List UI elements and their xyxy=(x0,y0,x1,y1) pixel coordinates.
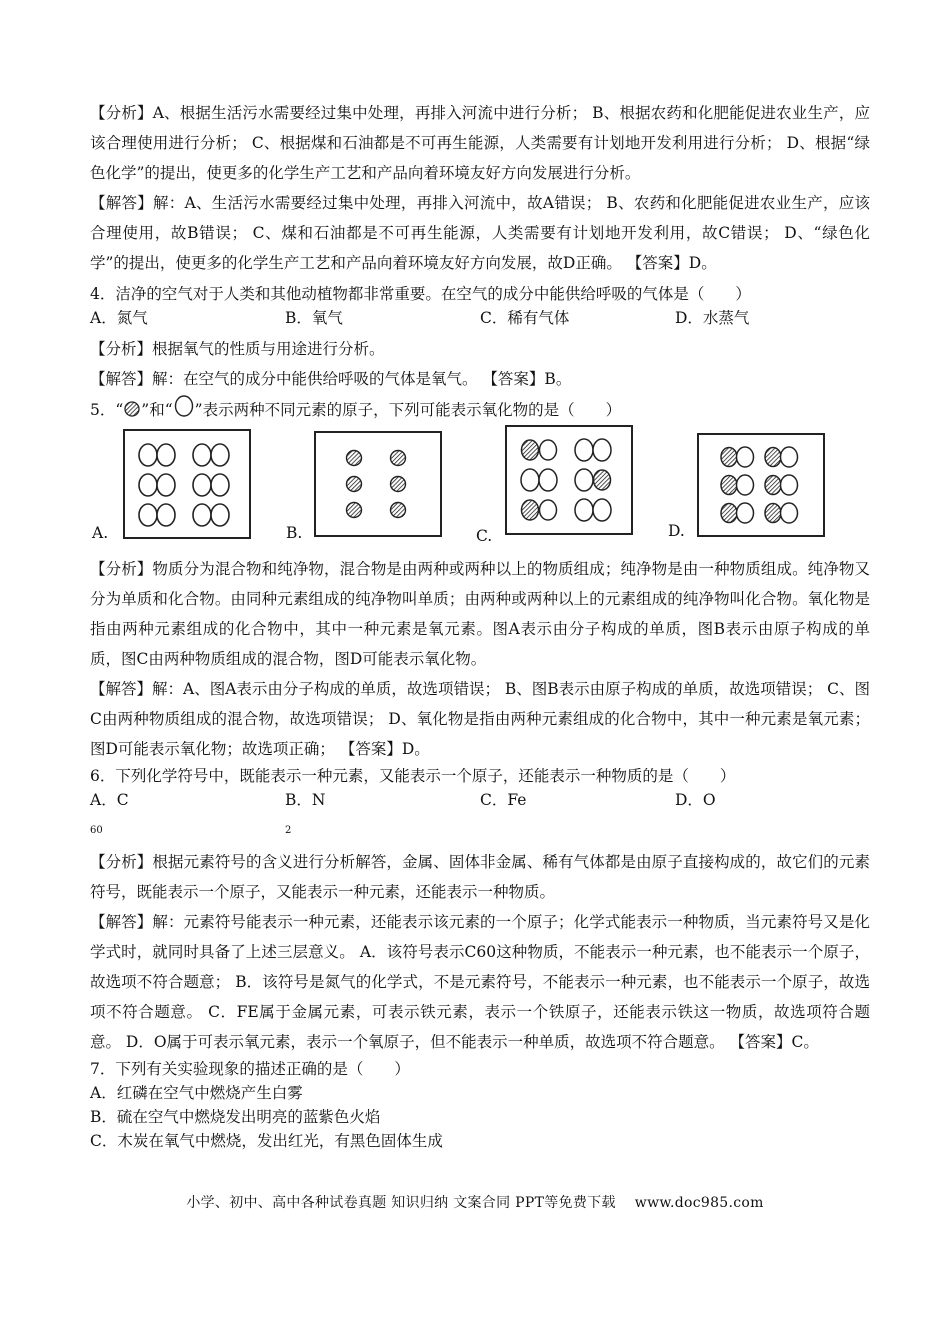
figure-c xyxy=(506,426,632,534)
q5-stem: 5．“ ”和“ ”表示两种不同元素的原子，下列可能表示氧化物的是（ ） xyxy=(90,394,870,422)
q6-option-b: B．$N_2$ xyxy=(285,791,326,837)
q5-label-c: C. xyxy=(476,527,493,545)
q4-option-a: A．氮气 xyxy=(90,309,148,327)
q7-option-a: A．红磷在空气中燃烧产生白雾 xyxy=(90,1084,303,1103)
figure-d xyxy=(698,434,824,536)
q4-option-c: C．稀有气体 xyxy=(480,309,570,327)
q5-analysis: 【分析】物质分为混合物和纯净物，混合物是由两种或两种以上的物质组成；纯净物是由一种物质组成。纯净物又分为单质和化合物。由同种元素组成的纯净物叫单质；由两种或两种以上的元素组成的纯净物叫化合物。氧化物是指由两种元素组成的化合物中，其中一种元素是氧元素。图A表示由分子构成的单质，图B表示由原子构成的单质，图C由两种物质组成的混合物，图D可能表示氧化物。 xyxy=(90,560,870,668)
q6-option-d: D．O xyxy=(675,791,716,809)
hatched-atom-icon xyxy=(123,400,141,418)
q5-label-b: B. xyxy=(286,524,303,542)
q7-option-c: C．木炭在氧气中燃烧，发出红光，有黑色固体生成 xyxy=(90,1132,443,1151)
q7-option-b: B．硫在空气中燃烧发出明亮的蓝紫色火焰 xyxy=(90,1108,381,1127)
hollow-atom-icon xyxy=(173,394,195,418)
page-footer: 小学、初中、高中各种试卷真题 知识归纳 文案合同 PPT等免费下载 www.doc985.com xyxy=(186,1195,764,1211)
q4-stem: 4．洁净的空气对于人类和其他动植物都非常重要。在空气的成分中能供给呼吸的气体是（ ） xyxy=(90,285,751,303)
q5-answer: 【解答】解：A、图A表示由分子构成的单质，故选项错误； B、图B表示由原子构成的单质，故选项错误； C、图C由两种物质组成的混合物，故选项错误； D、氧化物是指由两种元素组成的化合物中，其中一种元素是氧元素；图D可能表示氧化物；故选项正确； 【答案】D。 xyxy=(90,680,870,758)
document-body xyxy=(90,98,870,1153)
q4-option-b: B．氧气 xyxy=(285,309,343,327)
q4-analysis: 【分析】根据氧气的性质与用途进行分析。 xyxy=(90,340,385,358)
figure-b xyxy=(315,432,441,536)
q5-label-a: A. xyxy=(92,524,109,542)
q4-options xyxy=(90,306,870,330)
q6-answer: 【解答】解：元素符号能表示一种元素，还能表示该元素的一个原子；化学式能表示一种物质，当元素符号又是化学式时，就同时具备了上述三层意义。 A．该符号表示C60这种物质，不能表示一种元素，也不能表示一个原子，故选项不符合题意； B．该符号是氮气的化学式，不是元素符号，不能表示一种元素，也不能表示一个原子，故选项不符合题意。 C．FE属于金属元素，可表示铁元素，表示一个铁原子，还能表示铁这一物质，故选项符合题意。 D．O属于可表示氧元素，表示一个氧原子，但不能表示一种单质，故选项不符合题意。 【答案】C。 xyxy=(90,913,870,1052)
q6-option-a: A．$C_{60}$ xyxy=(90,791,129,837)
q6-stem: 6．下列化学符号中，既能表示一种元素，又能表示一个原子，还能表示一种物质的是（ ） xyxy=(90,767,736,785)
q4-answer: 【解答】解：在空气的成分中能供给呼吸的气体是氧气。 【答案】B。 xyxy=(90,370,572,388)
q6-options xyxy=(90,788,870,843)
figure-a xyxy=(124,430,250,538)
q5-label-d: D. xyxy=(668,522,685,540)
q6-analysis: 【分析】根据元素符号的含义进行分析解答，金属、固体非金属、稀有气体都是由原子直接构成的，故它们的元素符号，既能表示一个原子，又能表示一种元素，还能表示一种物质。 xyxy=(90,853,870,902)
q3-answer: 【解答】解：A、生活污水需要经过集中处理，再排入河流中，故A错误； B、农药和化肥能促进农业生产，应该合理使用，故B错误； C、煤和石油都是不可再生能源，人类需要有计划地开发利用，故C错误； D、“绿色化学”的提出，使更多的化学生产工艺和产品向着环境友好方向发展，故D正确。 【答案】D。 xyxy=(90,194,870,272)
q3-analysis: 【分析】A、根据生活污水需要经过集中处理，再排入河流中进行分析； B、根据农药和化肥能促进农业生产，应该合理使用进行分析； C、根据煤和石油都是不可再生能源，人类需要有计划地开发利用进行分析； D、根据“绿色化学”的提出，使更多的化学生产工艺和产品向着环境友好方向发展进行分析。 xyxy=(90,104,870,182)
q5-figures xyxy=(90,424,870,554)
q7-stem: 7．下列有关实验现象的描述正确的是（ ） xyxy=(90,1060,410,1079)
q4-option-d: D．水蒸气 xyxy=(675,309,750,327)
q6-option-c: C．Fe xyxy=(480,791,527,809)
